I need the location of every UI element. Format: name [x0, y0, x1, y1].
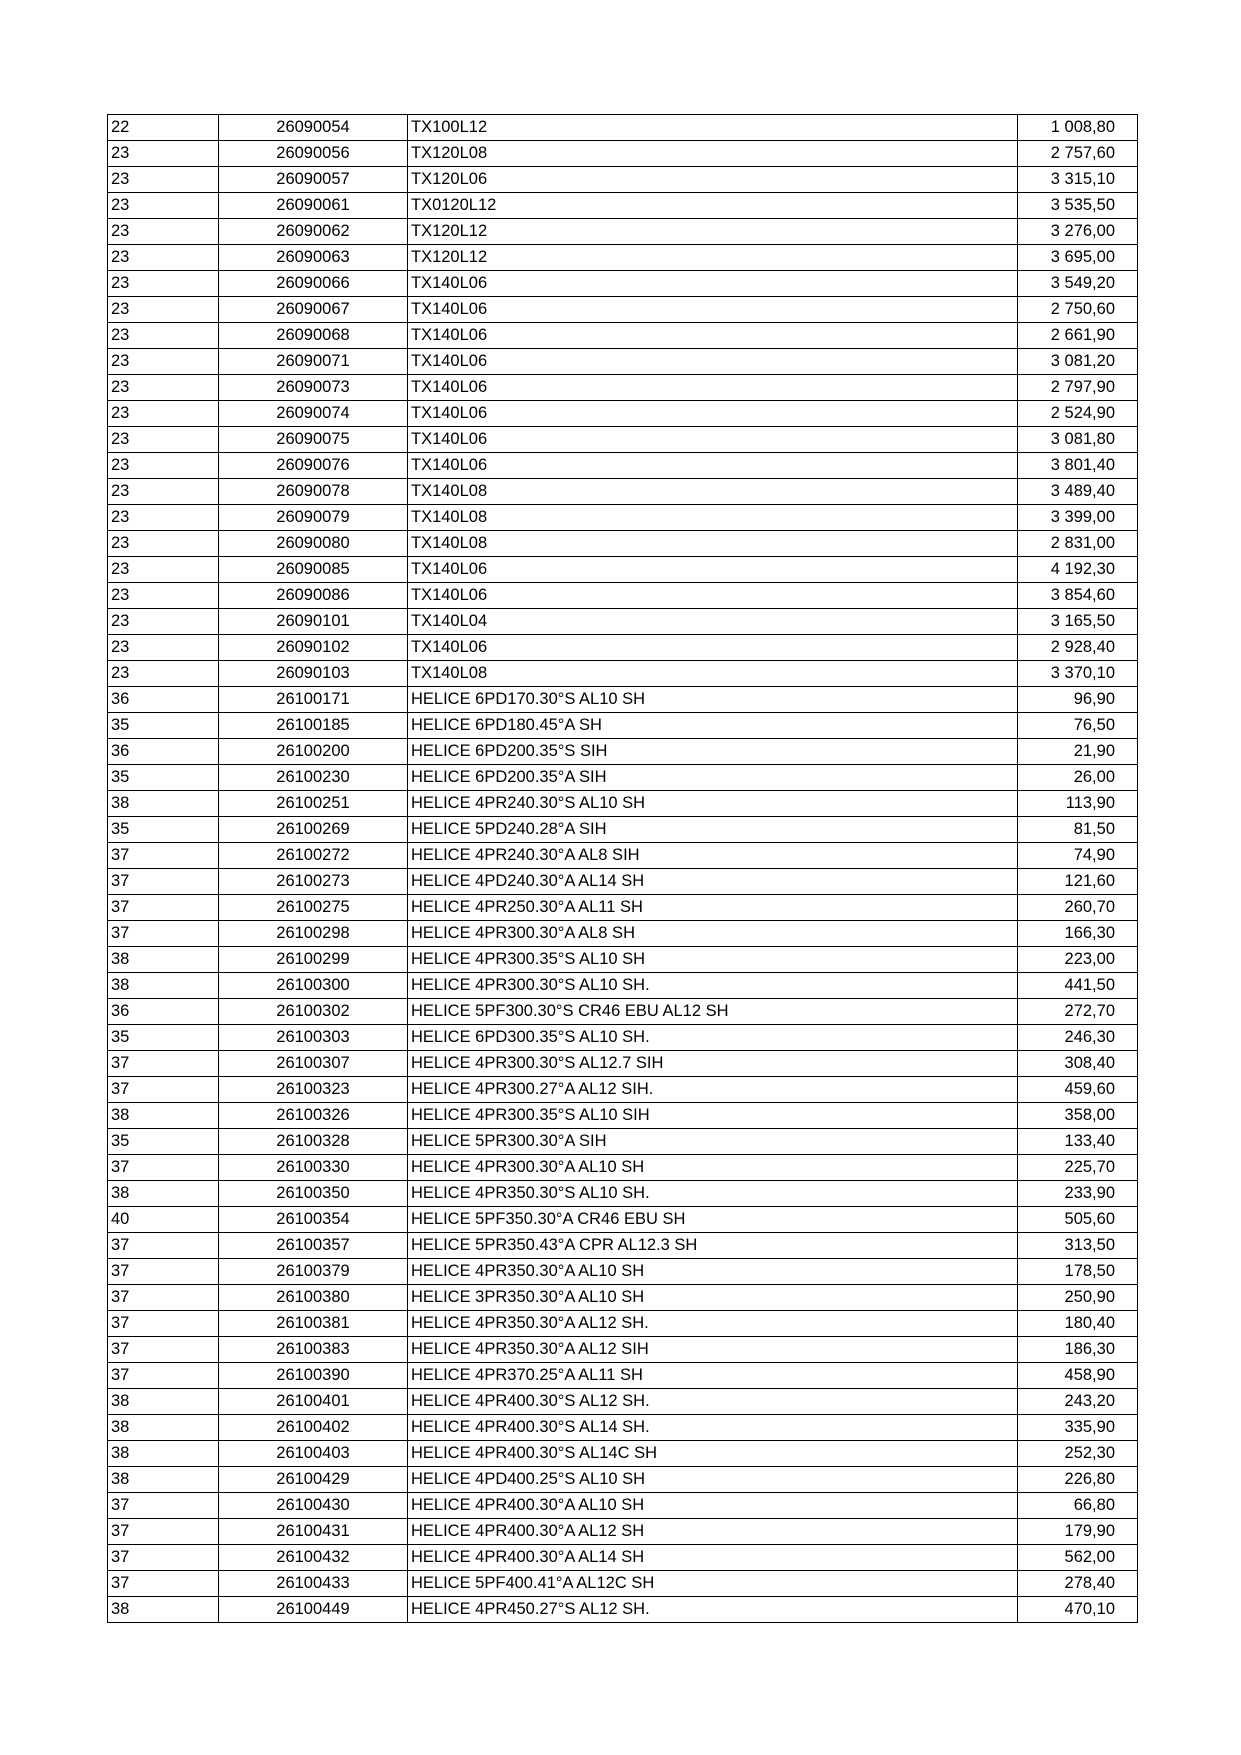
reference-cell: 26100433 [219, 1571, 408, 1597]
table-row [108, 921, 1138, 947]
price-cell: 26,00 [1018, 765, 1138, 791]
table-row [108, 1207, 1138, 1233]
row-number-cell: 37 [108, 1337, 219, 1363]
designation-cell: HELICE 4PR240.30°S AL10 SH [408, 791, 1018, 817]
price-cell: 2 757,60 [1018, 141, 1138, 167]
reference-cell: 26090076 [219, 453, 408, 479]
row-number-cell: 23 [108, 401, 219, 427]
table-row [108, 1051, 1138, 1077]
designation-cell: TX140L08 [408, 479, 1018, 505]
reference-cell: 26100431 [219, 1519, 408, 1545]
row-number-cell: 23 [108, 193, 219, 219]
price-cell: 3 276,00 [1018, 219, 1138, 245]
row-number-cell: 22 [108, 115, 219, 141]
price-cell: 308,40 [1018, 1051, 1138, 1077]
reference-cell: 26090085 [219, 557, 408, 583]
reference-cell: 26090075 [219, 427, 408, 453]
reference-cell: 26090086 [219, 583, 408, 609]
designation-cell: HELICE 3PR350.30°A AL10 SH [408, 1285, 1018, 1311]
designation-cell: HELICE 4PR300.30°S AL10 SH. [408, 973, 1018, 999]
price-cell: 4 192,30 [1018, 557, 1138, 583]
row-number-cell: 37 [108, 1311, 219, 1337]
table-row [108, 1467, 1138, 1493]
designation-cell: HELICE 5PF400.41°A AL12C SH [408, 1571, 1018, 1597]
price-cell: 3 854,60 [1018, 583, 1138, 609]
reference-cell: 26100185 [219, 713, 408, 739]
table-row [108, 583, 1138, 609]
table-row [108, 713, 1138, 739]
designation-cell: HELICE 4PR370.25°A AL11 SH [408, 1363, 1018, 1389]
table-row [108, 1389, 1138, 1415]
designation-cell: HELICE 6PD180.45°A SH [408, 713, 1018, 739]
price-cell: 313,50 [1018, 1233, 1138, 1259]
designation-cell: TX140L04 [408, 609, 1018, 635]
price-cell: 233,90 [1018, 1181, 1138, 1207]
table-row [108, 973, 1138, 999]
designation-cell: TX100L12 [408, 115, 1018, 141]
reference-cell: 26100354 [219, 1207, 408, 1233]
designation-cell: HELICE 4PD400.25°S AL10 SH [408, 1467, 1018, 1493]
reference-cell: 26100303 [219, 1025, 408, 1051]
designation-cell: HELICE 6PD300.35°S AL10 SH. [408, 1025, 1018, 1051]
table-row [108, 1415, 1138, 1441]
price-cell: 3 165,50 [1018, 609, 1138, 635]
table-row [108, 1233, 1138, 1259]
designation-cell: HELICE 5PR350.43°A CPR AL12.3 SH [408, 1233, 1018, 1259]
row-number-cell: 35 [108, 713, 219, 739]
designation-cell: TX140L06 [408, 271, 1018, 297]
price-cell: 21,90 [1018, 739, 1138, 765]
row-number-cell: 37 [108, 1285, 219, 1311]
table-row [108, 999, 1138, 1025]
designation-cell: TX140L06 [408, 453, 1018, 479]
designation-cell: TX120L06 [408, 167, 1018, 193]
table-row [108, 869, 1138, 895]
designation-cell: TX140L08 [408, 661, 1018, 687]
designation-cell: HELICE 4PD240.30°A AL14 SH [408, 869, 1018, 895]
reference-cell: 26100302 [219, 999, 408, 1025]
table-row [108, 1259, 1138, 1285]
designation-cell: HELICE 5PR300.30°A SIH [408, 1129, 1018, 1155]
table-row [108, 375, 1138, 401]
row-number-cell: 23 [108, 349, 219, 375]
table-row [108, 687, 1138, 713]
reference-cell: 26090054 [219, 115, 408, 141]
designation-cell: HELICE 4PR400.30°S AL12 SH. [408, 1389, 1018, 1415]
table-row [108, 661, 1138, 687]
reference-cell: 26090080 [219, 531, 408, 557]
row-number-cell: 23 [108, 505, 219, 531]
price-cell: 2 661,90 [1018, 323, 1138, 349]
price-cell: 3 549,20 [1018, 271, 1138, 297]
price-cell: 3 370,10 [1018, 661, 1138, 687]
row-number-cell: 23 [108, 557, 219, 583]
designation-cell: TX140L06 [408, 557, 1018, 583]
table-row [108, 401, 1138, 427]
row-number-cell: 23 [108, 141, 219, 167]
price-cell: 441,50 [1018, 973, 1138, 999]
row-number-cell: 23 [108, 583, 219, 609]
price-cell: 3 801,40 [1018, 453, 1138, 479]
table-row [108, 1337, 1138, 1363]
table-row [108, 609, 1138, 635]
table-row [108, 1545, 1138, 1571]
price-cell: 3 399,00 [1018, 505, 1138, 531]
table-row [108, 1181, 1138, 1207]
price-cell: 226,80 [1018, 1467, 1138, 1493]
table-row [108, 349, 1138, 375]
price-cell: 2 831,00 [1018, 531, 1138, 557]
price-cell: 278,40 [1018, 1571, 1138, 1597]
row-number-cell: 38 [108, 1389, 219, 1415]
table-row [108, 765, 1138, 791]
price-cell: 459,60 [1018, 1077, 1138, 1103]
price-cell: 250,90 [1018, 1285, 1138, 1311]
reference-cell: 26100430 [219, 1493, 408, 1519]
reference-cell: 26090056 [219, 141, 408, 167]
row-number-cell: 37 [108, 1519, 219, 1545]
designation-cell: HELICE 4PR300.35°S AL10 SIH [408, 1103, 1018, 1129]
row-number-cell: 35 [108, 1025, 219, 1051]
reference-cell: 26090066 [219, 271, 408, 297]
reference-cell: 26090079 [219, 505, 408, 531]
price-cell: 166,30 [1018, 921, 1138, 947]
row-number-cell: 37 [108, 1077, 219, 1103]
table-row [108, 271, 1138, 297]
table-row [108, 1285, 1138, 1311]
designation-cell: TX120L12 [408, 245, 1018, 271]
price-cell: 74,90 [1018, 843, 1138, 869]
row-number-cell: 38 [108, 973, 219, 999]
row-number-cell: 37 [108, 869, 219, 895]
reference-cell: 26100251 [219, 791, 408, 817]
price-cell: 335,90 [1018, 1415, 1138, 1441]
row-number-cell: 23 [108, 245, 219, 271]
table-row [108, 557, 1138, 583]
table-row [108, 1363, 1138, 1389]
table-row [108, 505, 1138, 531]
table-row [108, 1103, 1138, 1129]
designation-cell: TX140L08 [408, 505, 1018, 531]
price-cell: 81,50 [1018, 817, 1138, 843]
table-row [108, 141, 1138, 167]
price-cell: 223,00 [1018, 947, 1138, 973]
designation-cell: HELICE 4PR350.30°S AL10 SH. [408, 1181, 1018, 1207]
reference-cell: 26100381 [219, 1311, 408, 1337]
price-cell: 3 315,10 [1018, 167, 1138, 193]
row-number-cell: 35 [108, 1129, 219, 1155]
reference-cell: 26100298 [219, 921, 408, 947]
reference-cell: 26100275 [219, 895, 408, 921]
reference-cell: 26090067 [219, 297, 408, 323]
price-cell: 458,90 [1018, 1363, 1138, 1389]
row-number-cell: 38 [108, 1597, 219, 1623]
row-number-cell: 23 [108, 297, 219, 323]
designation-cell: TX0120L12 [408, 193, 1018, 219]
price-cell: 252,30 [1018, 1441, 1138, 1467]
row-number-cell: 23 [108, 661, 219, 687]
table-row [108, 635, 1138, 661]
designation-cell: HELICE 4PR450.27°S AL12 SH. [408, 1597, 1018, 1623]
reference-cell: 26100273 [219, 869, 408, 895]
designation-cell: HELICE 4PR350.30°A AL12 SH. [408, 1311, 1018, 1337]
row-number-cell: 37 [108, 1051, 219, 1077]
table-row [108, 1597, 1138, 1623]
designation-cell: HELICE 4PR300.30°A AL8 SH [408, 921, 1018, 947]
reference-cell: 26090074 [219, 401, 408, 427]
row-number-cell: 37 [108, 921, 219, 947]
reference-cell: 26100390 [219, 1363, 408, 1389]
table-row [108, 479, 1138, 505]
reference-cell: 26100402 [219, 1415, 408, 1441]
reference-cell: 26100380 [219, 1285, 408, 1311]
reference-cell: 26100432 [219, 1545, 408, 1571]
reference-cell: 26100171 [219, 687, 408, 713]
price-cell: 3 535,50 [1018, 193, 1138, 219]
designation-cell: HELICE 4PR300.30°S AL12.7 SIH [408, 1051, 1018, 1077]
table-row [108, 1129, 1138, 1155]
row-number-cell: 35 [108, 817, 219, 843]
table-row [108, 1519, 1138, 1545]
price-cell: 2 524,90 [1018, 401, 1138, 427]
row-number-cell: 37 [108, 1259, 219, 1285]
price-cell: 133,40 [1018, 1129, 1138, 1155]
reference-cell: 26100401 [219, 1389, 408, 1415]
row-number-cell: 38 [108, 1441, 219, 1467]
price-cell: 121,60 [1018, 869, 1138, 895]
designation-cell: TX140L06 [408, 635, 1018, 661]
row-number-cell: 37 [108, 1233, 219, 1259]
price-cell: 272,70 [1018, 999, 1138, 1025]
row-number-cell: 37 [108, 1493, 219, 1519]
table-row [108, 1077, 1138, 1103]
reference-cell: 26100299 [219, 947, 408, 973]
reference-cell: 26100357 [219, 1233, 408, 1259]
reference-cell: 26090068 [219, 323, 408, 349]
table-row [108, 1311, 1138, 1337]
reference-cell: 26100307 [219, 1051, 408, 1077]
reference-cell: 26090101 [219, 609, 408, 635]
designation-cell: TX140L06 [408, 375, 1018, 401]
row-number-cell: 23 [108, 609, 219, 635]
designation-cell: HELICE 4PR350.30°A AL10 SH [408, 1259, 1018, 1285]
reference-cell: 26100272 [219, 843, 408, 869]
designation-cell: HELICE 4PR300.27°A AL12 SIH. [408, 1077, 1018, 1103]
row-number-cell: 23 [108, 219, 219, 245]
row-number-cell: 37 [108, 1155, 219, 1181]
price-cell: 2 928,40 [1018, 635, 1138, 661]
designation-cell: HELICE 6PD200.35°S SIH [408, 739, 1018, 765]
row-number-cell: 37 [108, 1363, 219, 1389]
designation-cell: HELICE 4PR300.35°S AL10 SH [408, 947, 1018, 973]
price-cell: 260,70 [1018, 895, 1138, 921]
reference-cell: 26090103 [219, 661, 408, 687]
reference-cell: 26100300 [219, 973, 408, 999]
designation-cell: HELICE 4PR240.30°A AL8 SIH [408, 843, 1018, 869]
table-row [108, 115, 1138, 141]
table-row [108, 323, 1138, 349]
row-number-cell: 36 [108, 999, 219, 1025]
row-number-cell: 40 [108, 1207, 219, 1233]
table-row [108, 193, 1138, 219]
designation-cell: HELICE 5PF350.30°A CR46 EBU SH [408, 1207, 1018, 1233]
row-number-cell: 38 [108, 1467, 219, 1493]
price-cell: 179,90 [1018, 1519, 1138, 1545]
row-number-cell: 23 [108, 453, 219, 479]
table-row [108, 1155, 1138, 1181]
table-row [108, 1025, 1138, 1051]
designation-cell: TX140L06 [408, 427, 1018, 453]
reference-cell: 26100403 [219, 1441, 408, 1467]
table-row [108, 245, 1138, 271]
row-number-cell: 37 [108, 895, 219, 921]
reference-cell: 26090078 [219, 479, 408, 505]
reference-cell: 26090061 [219, 193, 408, 219]
price-cell: 3 695,00 [1018, 245, 1138, 271]
designation-cell: TX120L12 [408, 219, 1018, 245]
row-number-cell: 23 [108, 427, 219, 453]
reference-cell: 26100449 [219, 1597, 408, 1623]
reference-cell: 26100269 [219, 817, 408, 843]
row-number-cell: 23 [108, 167, 219, 193]
reference-cell: 26090073 [219, 375, 408, 401]
reference-cell: 26100350 [219, 1181, 408, 1207]
designation-cell: TX140L08 [408, 531, 1018, 557]
table-row [108, 219, 1138, 245]
designation-cell: HELICE 5PF300.30°S CR46 EBU AL12 SH [408, 999, 1018, 1025]
designation-cell: TX140L06 [408, 583, 1018, 609]
row-number-cell: 35 [108, 765, 219, 791]
price-cell: 178,50 [1018, 1259, 1138, 1285]
table-row [108, 739, 1138, 765]
table-row [108, 531, 1138, 557]
price-cell: 3 489,40 [1018, 479, 1138, 505]
designation-cell: HELICE 4PR400.30°A AL12 SH [408, 1519, 1018, 1545]
reference-cell: 26100328 [219, 1129, 408, 1155]
table-row [108, 427, 1138, 453]
price-cell: 76,50 [1018, 713, 1138, 739]
table-row [108, 1493, 1138, 1519]
price-cell: 3 081,80 [1018, 427, 1138, 453]
table-row [108, 297, 1138, 323]
table-row [108, 791, 1138, 817]
price-cell: 225,70 [1018, 1155, 1138, 1181]
price-cell: 562,00 [1018, 1545, 1138, 1571]
table-row [108, 817, 1138, 843]
price-cell: 113,90 [1018, 791, 1138, 817]
row-number-cell: 36 [108, 687, 219, 713]
designation-cell: HELICE 6PD170.30°S AL10 SH [408, 687, 1018, 713]
designation-cell: TX140L06 [408, 401, 1018, 427]
row-number-cell: 38 [108, 1415, 219, 1441]
price-cell: 186,30 [1018, 1337, 1138, 1363]
row-number-cell: 23 [108, 531, 219, 557]
reference-cell: 26100383 [219, 1337, 408, 1363]
price-cell: 358,00 [1018, 1103, 1138, 1129]
row-number-cell: 38 [108, 1181, 219, 1207]
reference-cell: 26100323 [219, 1077, 408, 1103]
row-number-cell: 23 [108, 375, 219, 401]
row-number-cell: 38 [108, 791, 219, 817]
designation-cell: HELICE 5PD240.28°A SIH [408, 817, 1018, 843]
designation-cell: TX140L06 [408, 297, 1018, 323]
designation-cell: HELICE 4PR400.30°S AL14C SH [408, 1441, 1018, 1467]
row-number-cell: 37 [108, 1545, 219, 1571]
price-cell: 96,90 [1018, 687, 1138, 713]
price-table-body [108, 115, 1138, 1623]
designation-cell: HELICE 4PR400.30°A AL14 SH [408, 1545, 1018, 1571]
price-cell: 243,20 [1018, 1389, 1138, 1415]
row-number-cell: 36 [108, 739, 219, 765]
price-cell: 3 081,20 [1018, 349, 1138, 375]
price-cell: 470,10 [1018, 1597, 1138, 1623]
designation-cell: HELICE 6PD200.35°A SIH [408, 765, 1018, 791]
table-row [108, 1441, 1138, 1467]
row-number-cell: 38 [108, 1103, 219, 1129]
row-number-cell: 37 [108, 843, 219, 869]
designation-cell: HELICE 4PR250.30°A AL11 SH [408, 895, 1018, 921]
price-cell: 2 750,60 [1018, 297, 1138, 323]
price-cell: 66,80 [1018, 1493, 1138, 1519]
table-row [108, 843, 1138, 869]
row-number-cell: 38 [108, 947, 219, 973]
reference-cell: 26100326 [219, 1103, 408, 1129]
price-cell: 1 008,80 [1018, 115, 1138, 141]
row-number-cell: 23 [108, 479, 219, 505]
reference-cell: 26100379 [219, 1259, 408, 1285]
price-cell: 246,30 [1018, 1025, 1138, 1051]
price-cell: 505,60 [1018, 1207, 1138, 1233]
designation-cell: HELICE 4PR350.30°A AL12 SIH [408, 1337, 1018, 1363]
reference-cell: 26090057 [219, 167, 408, 193]
designation-cell: TX120L08 [408, 141, 1018, 167]
reference-cell: 26090071 [219, 349, 408, 375]
table-row [108, 895, 1138, 921]
price-cell: 2 797,90 [1018, 375, 1138, 401]
reference-cell: 26090102 [219, 635, 408, 661]
designation-cell: TX140L06 [408, 349, 1018, 375]
table-row [108, 453, 1138, 479]
row-number-cell: 23 [108, 635, 219, 661]
row-number-cell: 37 [108, 1571, 219, 1597]
reference-cell: 26090062 [219, 219, 408, 245]
reference-cell: 26090063 [219, 245, 408, 271]
designation-cell: HELICE 4PR300.30°A AL10 SH [408, 1155, 1018, 1181]
reference-cell: 26100330 [219, 1155, 408, 1181]
table-row [108, 1571, 1138, 1597]
table-row [108, 947, 1138, 973]
designation-cell: HELICE 4PR400.30°S AL14 SH. [408, 1415, 1018, 1441]
row-number-cell: 23 [108, 323, 219, 349]
row-number-cell: 23 [108, 271, 219, 297]
designation-cell: HELICE 4PR400.30°A AL10 SH [408, 1493, 1018, 1519]
table-row [108, 167, 1138, 193]
designation-cell: TX140L06 [408, 323, 1018, 349]
price-table [107, 114, 1138, 1623]
price-cell: 180,40 [1018, 1311, 1138, 1337]
reference-cell: 26100429 [219, 1467, 408, 1493]
reference-cell: 26100200 [219, 739, 408, 765]
reference-cell: 26100230 [219, 765, 408, 791]
